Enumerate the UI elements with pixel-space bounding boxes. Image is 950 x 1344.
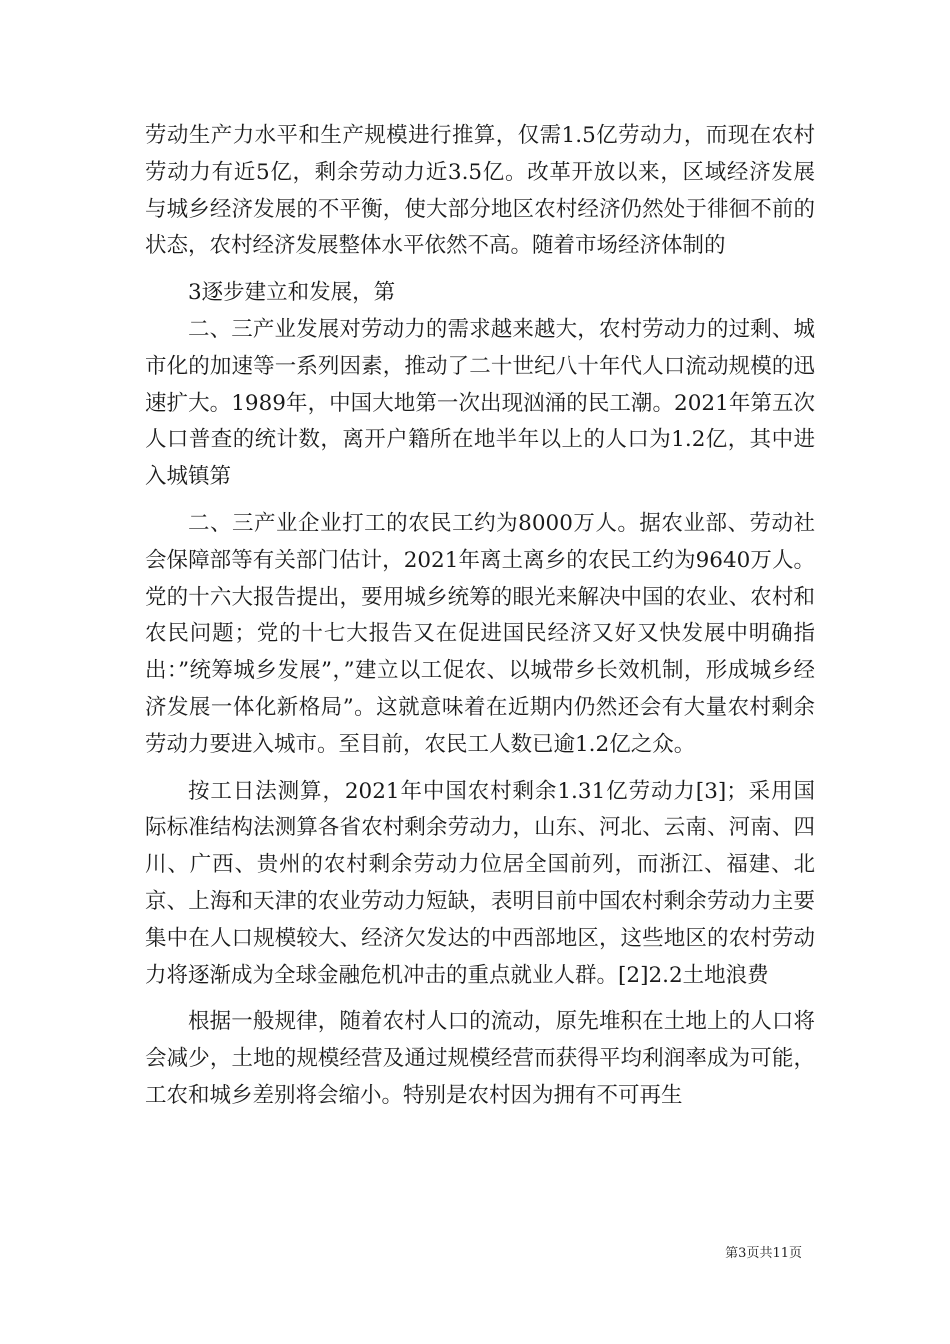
paragraph-1: 劳动生产力水平和生产规模进行推算，仅需1.5亿劳动力，而现在农村劳动力有近5亿，剩余劳动力近3.5亿。改革开放以来，区域经济发展与城乡经济发展的不平衡，使大部分地区农村经济仍然处于徘徊不前的状态，农村经济发展整体水平依然不高。随着市场经济体制的 — [145, 123, 815, 259]
document-body — [145, 118, 815, 1115]
paragraph-4: 二、三产业企业打工的农民工约为8000万人。据农业部、劳动社会保障部等有关部门估计，2021年离土离乡的农民工约为9640万人。党的十六大报告提出，要用城乡统筹的眼光来解决中国的农业、农村和农民问题；党的十七大报告又在促进国民经济又好又快发展中明确指出：”统筹城乡发展”，”建立以工促农、以城带乡长效机制，形成城乡经济发展一体化新格局”。这就意味着在近期内仍然还会有大量农村剩余劳动力要进入城市。至目前，农民工人数已逾1.2亿之众。 — [145, 510, 815, 757]
paragraph-2: 3逐步建立和发展，第 — [188, 280, 396, 306]
paragraph-5: 按工日法测算，2021年中国农村剩余1.31亿劳动力[3]；采用国际标准结构法测算各省农村剩余劳动力，山东、河北、云南、河南、四川、广西、贵州的农村剩余劳动力位居全国前列，而浙江、福建、北京、上海和天津的农业劳动力短缺，表明目前中国农村剩余劳动力主要集中在人口规模较大、经济欠发达的中西部地区，这些地区的农村劳动力将逐渐成为全球金融危机冲击的重点就业人群。[2]2.2土地浪费 — [145, 778, 815, 988]
page-number: 第3页共11页 — [725, 1246, 802, 1261]
paragraph-3: 二、三产业发展对劳动力的需求越来越大，农村劳动力的过剩、城市化的加速等一系列因素，推动了二十世纪八十年代人口流动规模的迅速扩大。1989年，中国大地第一次出现汹涌的民工潮。2021年第五次人口普查的统计数，离开户籍所在地半年以上的人口为1.2亿，其中进入城镇第 — [145, 316, 815, 490]
paragraph-6: 根据一般规律，随着农村人口的流动，原先堆积在土地上的人口将会减少，土地的规模经营及通过规模经营而获得平均利润率成为可能，工农和城乡差别将会缩小。特别是农村因为拥有不可再生 — [145, 1009, 815, 1108]
